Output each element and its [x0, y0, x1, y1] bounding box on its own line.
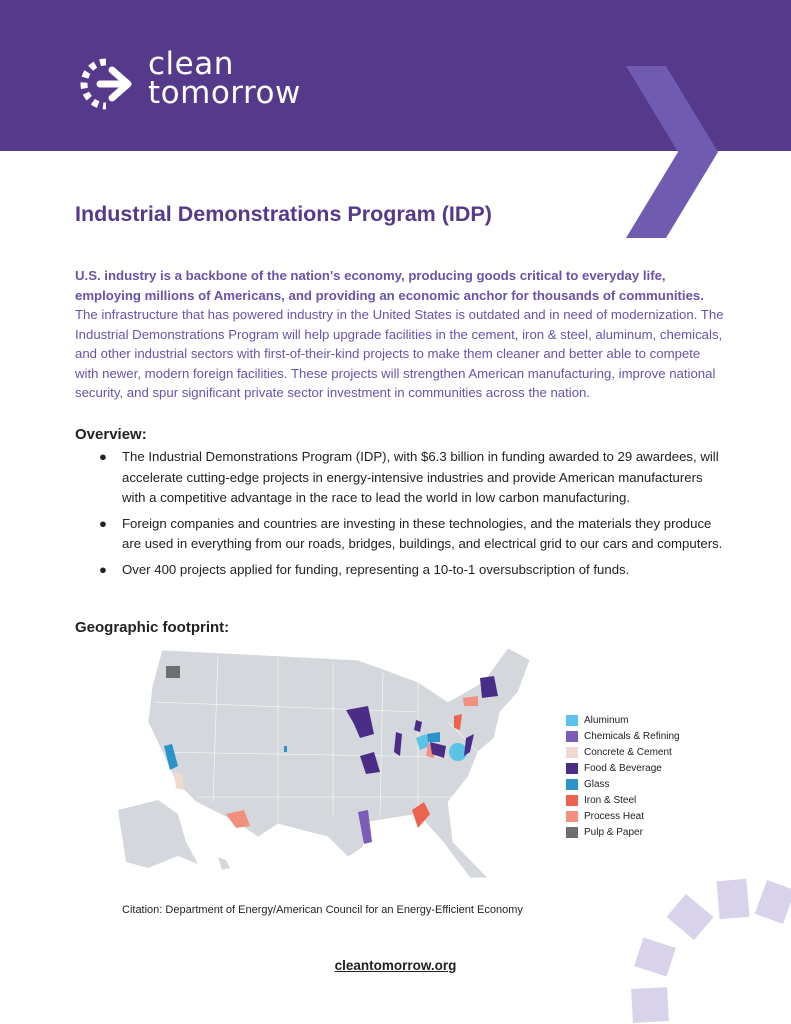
legend-label: Iron & Steel [584, 794, 637, 806]
logo-wordmark [148, 46, 301, 111]
list-item-text: The Industrial Demonstrations Program (IDP), with $6.3 billion in funding awarded to 29 awardees, will accelerate cutting-edge projects in energy-intensive industries and provide American manufacturers with a competitive advantage in the race to lead the world in low carbon manufacturing. [122, 449, 719, 505]
map-legend [566, 712, 680, 840]
decorative-squares-icon [620, 870, 791, 1024]
us-outline [148, 648, 530, 878]
legend-swatch [566, 827, 578, 838]
list-item-text: Over 400 projects applied for funding, representing a 10-to-1 oversubscription of funds. [122, 561, 630, 577]
legend-item-pulp-paper [566, 824, 680, 840]
legend-label: Chemicals & Refining [584, 730, 680, 742]
us-map [118, 642, 538, 880]
legend-item-concrete [566, 744, 680, 760]
logo-line-2: tomorrow [148, 75, 301, 111]
legend-swatch [566, 747, 578, 758]
geographic-footprint-heading: Geographic footprint: [75, 619, 230, 636]
legend-item-iron-steel [566, 792, 680, 808]
list-item [75, 514, 725, 555]
legend-swatch [566, 731, 578, 742]
bullet-icon: ● [99, 561, 107, 577]
legend-swatch [566, 715, 578, 726]
bullet-icon: ● [99, 449, 107, 464]
chevron-decoration-icon [624, 66, 718, 238]
intro-lead: U.S. industry is a backbone of the nation's economy, producing goods critical to everyday life, employing millions of Americans, and providing an economic anchor for thousands of communities. [75, 268, 704, 303]
legend-label: Concrete & Cement [584, 746, 672, 758]
clean-tomorrow-logo-icon [78, 58, 136, 110]
legend-swatch [566, 811, 578, 822]
legend-item-process-heat [566, 808, 680, 824]
overview-heading: Overview: [75, 426, 147, 443]
hawaii-shape [218, 857, 230, 870]
legend-swatch [566, 779, 578, 790]
legend-item-chemicals [566, 728, 680, 744]
legend-swatch [566, 795, 578, 806]
list-item-text: Foreign companies and countries are investing in these technologies, and the materials they produce are used in everything from our roads, bridges, buildings, and electrical grid to our cars and computers. [122, 515, 723, 551]
legend-label: Food & Beverage [584, 762, 662, 774]
overview-list [75, 447, 725, 585]
intro-paragraph [75, 266, 725, 403]
legend-label: Glass [584, 778, 610, 790]
legend-swatch [566, 763, 578, 774]
logo-line-1: clean [148, 46, 234, 82]
legend-label: Aluminum [584, 714, 629, 726]
bullet-icon: ● [99, 515, 107, 531]
page-title: Industrial Demonstrations Program (IDP) [75, 202, 492, 226]
legend-item-glass [566, 776, 680, 792]
map-citation: Citation: Department of Energy/American Council for an Energy-Efficient Economy [122, 904, 523, 916]
legend-item-aluminum [566, 712, 680, 728]
intro-body: The infrastructure that has powered industry in the United States is outdated and in need of modernization. The Industrial Demonstrations Program will help upgrade facilities in the cement, iron & steel, aluminum, chemicals, and other industrial sectors with first-of-their-kind projects to make them cleaner and better able to compete with newer, modern foreign facilities. These projects will strengthen American manufacturing, improve national security, and spur significant private sector investment in communities across the nation. [75, 307, 724, 400]
legend-item-food [566, 760, 680, 776]
list-item [75, 560, 725, 581]
alaska-shape [118, 800, 198, 868]
website-link[interactable]: cleantomorrow.org [334, 958, 457, 973]
legend-label: Pulp & Paper [584, 826, 643, 838]
legend-label: Process Heat [584, 810, 645, 822]
list-item [75, 447, 725, 509]
